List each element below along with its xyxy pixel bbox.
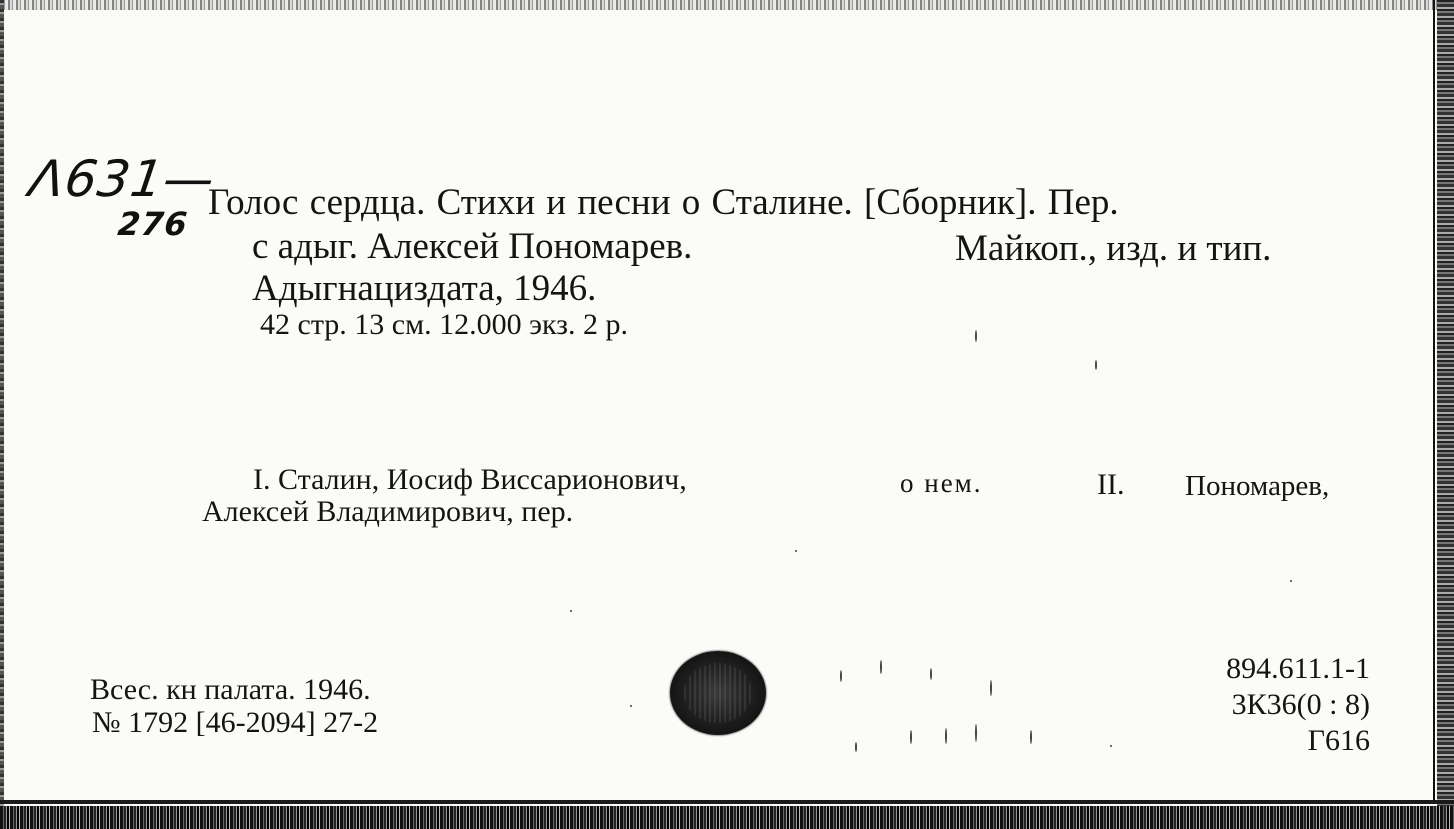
udc-number: 894.611.1-1 (1226, 652, 1370, 685)
physical-description: 42 стр. 13 см. 12.000 экз. 2 р. (260, 308, 628, 341)
speck (910, 730, 912, 744)
subject-entry-2-number: II. (1097, 468, 1125, 501)
scan-edge-left (0, 0, 4, 829)
imprint-place: Майкоп., изд. и тип. (955, 228, 1272, 269)
subject-entry-2-continued: Алексей Владимирович, пер. (202, 495, 574, 528)
title-line-1: Голос сердца. Стихи и песни о Сталине. [Сборник]. Пер. (208, 182, 1119, 223)
punch-hole (670, 651, 766, 735)
handwritten-call-number-suffix: 276 (116, 205, 190, 243)
speck (990, 680, 992, 696)
title-line-3: Адыгнациздата, 1946. (252, 268, 597, 309)
subject-entry-1: I. Сталин, Иосиф Виссарионович, (253, 463, 687, 496)
scan-edge-top (0, 0, 1454, 10)
title-line-2: с адыг. Алексей Пономарев. (252, 226, 693, 267)
book-chamber-line: Всес. кн палата. 1946. (90, 673, 371, 706)
speck (930, 668, 932, 680)
speck (630, 705, 632, 707)
card-border-bottom (0, 800, 1454, 804)
book-chamber-number: № 1792 [46-2094] 27-2 (92, 706, 379, 739)
speck (570, 610, 572, 612)
speck (795, 550, 797, 552)
speck (1030, 730, 1032, 744)
author-mark: Г616 (1307, 724, 1370, 757)
speck (975, 330, 977, 342)
speck (880, 660, 882, 674)
bbk-number: 3К36(0 : 8) (1231, 688, 1370, 721)
speck (945, 728, 947, 744)
speck (855, 742, 857, 752)
scan-edge-bottom (0, 806, 1454, 829)
handwritten-call-number: Λ631— (25, 150, 219, 208)
subject-entry-2: Пономарев, (1185, 470, 1330, 502)
card-border-right (1433, 0, 1435, 800)
speck (1290, 580, 1292, 582)
speck (840, 670, 842, 682)
speck (1095, 360, 1097, 370)
speck (975, 724, 977, 742)
speck (1110, 745, 1112, 747)
scan-edge-right (1437, 0, 1454, 829)
subject-entry-1-qualifier: о нем. (900, 468, 983, 498)
